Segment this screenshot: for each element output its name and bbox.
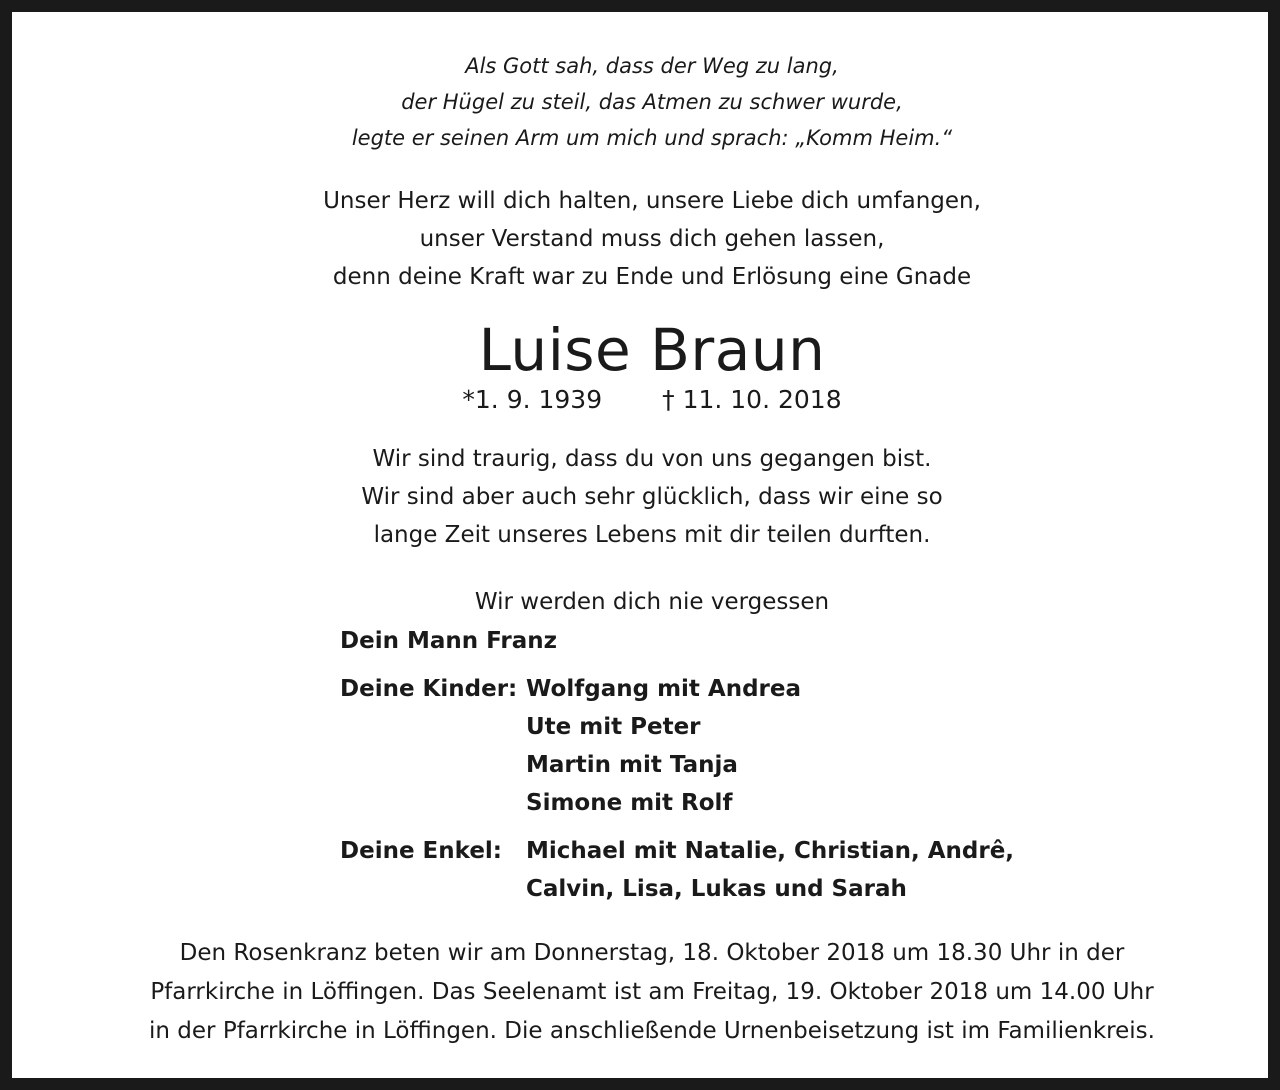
verse-line: der Hügel zu steil, das Atmen zu schwer wurde, [401,90,903,114]
farewell-line: Wir werden dich nie vergessen [474,589,830,615]
child-entry: Simone mit Rolf [526,790,733,816]
children-names [526,670,801,822]
grandchild-entry: Michael mit Natalie, Christian, Andrê, [526,838,1015,864]
grandchild-entry: Calvin, Lisa, Lukas und Sarah [526,876,907,902]
deceased-name: Luise Braun [478,316,826,384]
verse-line: Unser Herz will dich halten, unsere Liebe dich umfangen, [323,188,981,214]
husband-row [340,622,1014,660]
children-row [340,670,1014,822]
child-entry: Ute mit Peter [526,714,701,740]
child-entry: Wolfgang mit Andrea [526,676,802,702]
grandchildren-names [526,832,1014,908]
verse-line: Wir sind traurig, dass du von uns gegangen bist. [372,446,932,472]
family-list [340,622,1014,908]
verse-line: legte er seinen Arm um mich und sprach: „Komm Heim.“ [351,126,953,150]
children-label: Deine Kinder: [340,676,518,702]
service-line: Pfarrkirche in Löffingen. Das Seelenamt ist am Freitag, 19. Oktober 2018 um 14.00 Uhr [150,979,1154,1005]
verse-line: Wir sind aber auch sehr glücklich, dass wir eine so [361,484,943,510]
husband-name: Dein Mann Franz [340,628,557,654]
death-date: † 11. 10. 2018 [662,385,842,414]
service-line: in der Pfarrkirche in Löffingen. Die anschließende Urnenbeisetzung ist im Familienkreis. [149,1018,1155,1044]
verse-line: unser Verstand muss dich gehen lassen, [419,226,885,252]
grandchildren-row [340,832,1014,908]
grandchildren-label: Deine Enkel: [340,838,502,864]
service-line: Den Rosenkranz beten wir am Donnerstag, 18. Oktober 2018 um 18.30 Uhr in der [179,940,1125,966]
sadness-verse [12,440,1280,554]
birth-date: *1. 9. 1939 [462,385,603,414]
opening-verse [12,48,1280,156]
verse-line: lange Zeit unseres Lebens mit dir teilen durften. [373,522,931,548]
child-entry: Martin mit Tanja [526,752,738,778]
service-info [12,934,1280,1051]
life-dates [12,382,1280,418]
verse-line: Als Gott sah, dass der Weg zu lang, [465,54,839,78]
verse-line: denn deine Kraft war zu Ende und Erlösung eine Gnade [332,264,972,290]
heart-verse [12,182,1280,296]
